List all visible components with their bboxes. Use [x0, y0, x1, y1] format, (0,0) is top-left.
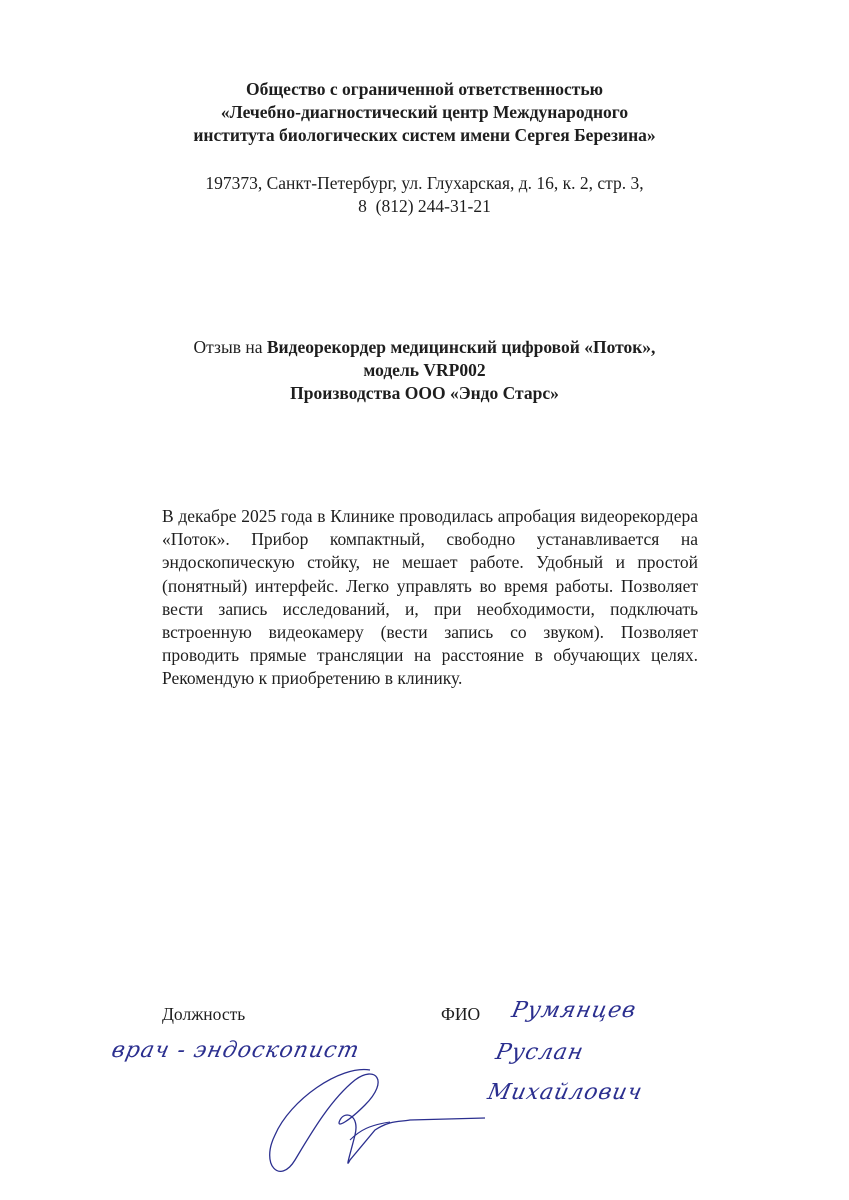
review-paragraph: В декабре 2025 года в Клинике проводилась апробация видеорекордера «Поток». Прибор компактный, свободно устанавливается на эндоскопическую стойку, не мешает работе. Удобный и простой (понятный) интерфейс. Легко управлять во время работы. Позволяет вести запись исследований, и, при необходимости, подключать встроенную видеокамеру (вести запись со звуком). Позволяет проводить прямые трансляции на расстояние в обучающих целях. Рекомендую к приобретению в клинику. — [162, 506, 698, 689]
organization-address — [0, 172, 849, 218]
title-model: модель VRP002 — [363, 360, 486, 380]
handwritten-patronymic: Михайлович — [485, 1080, 645, 1105]
organization-header — [0, 78, 849, 147]
phone-line: 8 (812) 244-31-21 — [358, 196, 491, 216]
org-line-1: Общество с ограниченной ответственностью — [245, 79, 604, 99]
title-prefix: Отзыв на — [193, 337, 267, 357]
document-title — [0, 336, 849, 405]
handwritten-position: врач - эндоскопист — [109, 1038, 363, 1063]
address-line: 197373, Санкт-Петербург, ул. Глухарская, д. 16, к. 2, стр. 3, — [205, 173, 644, 193]
title-product: Видеорекордер медицинский цифровой «Поток», — [266, 337, 656, 357]
position-label: Должность — [162, 1004, 246, 1024]
org-line-2: «Лечебно-диагностический центр Международного — [220, 102, 629, 122]
title-manufacturer: Производства ООО «Эндо Старс» — [290, 383, 559, 403]
handwritten-first-name: Руслан — [493, 1040, 587, 1065]
org-line-3: института биологических систем имени Сергея Березина» — [193, 125, 656, 145]
handwritten-surname: Румянцев — [509, 998, 639, 1023]
signature-icon — [250, 1060, 490, 1190]
name-label: ФИО — [441, 1004, 481, 1024]
